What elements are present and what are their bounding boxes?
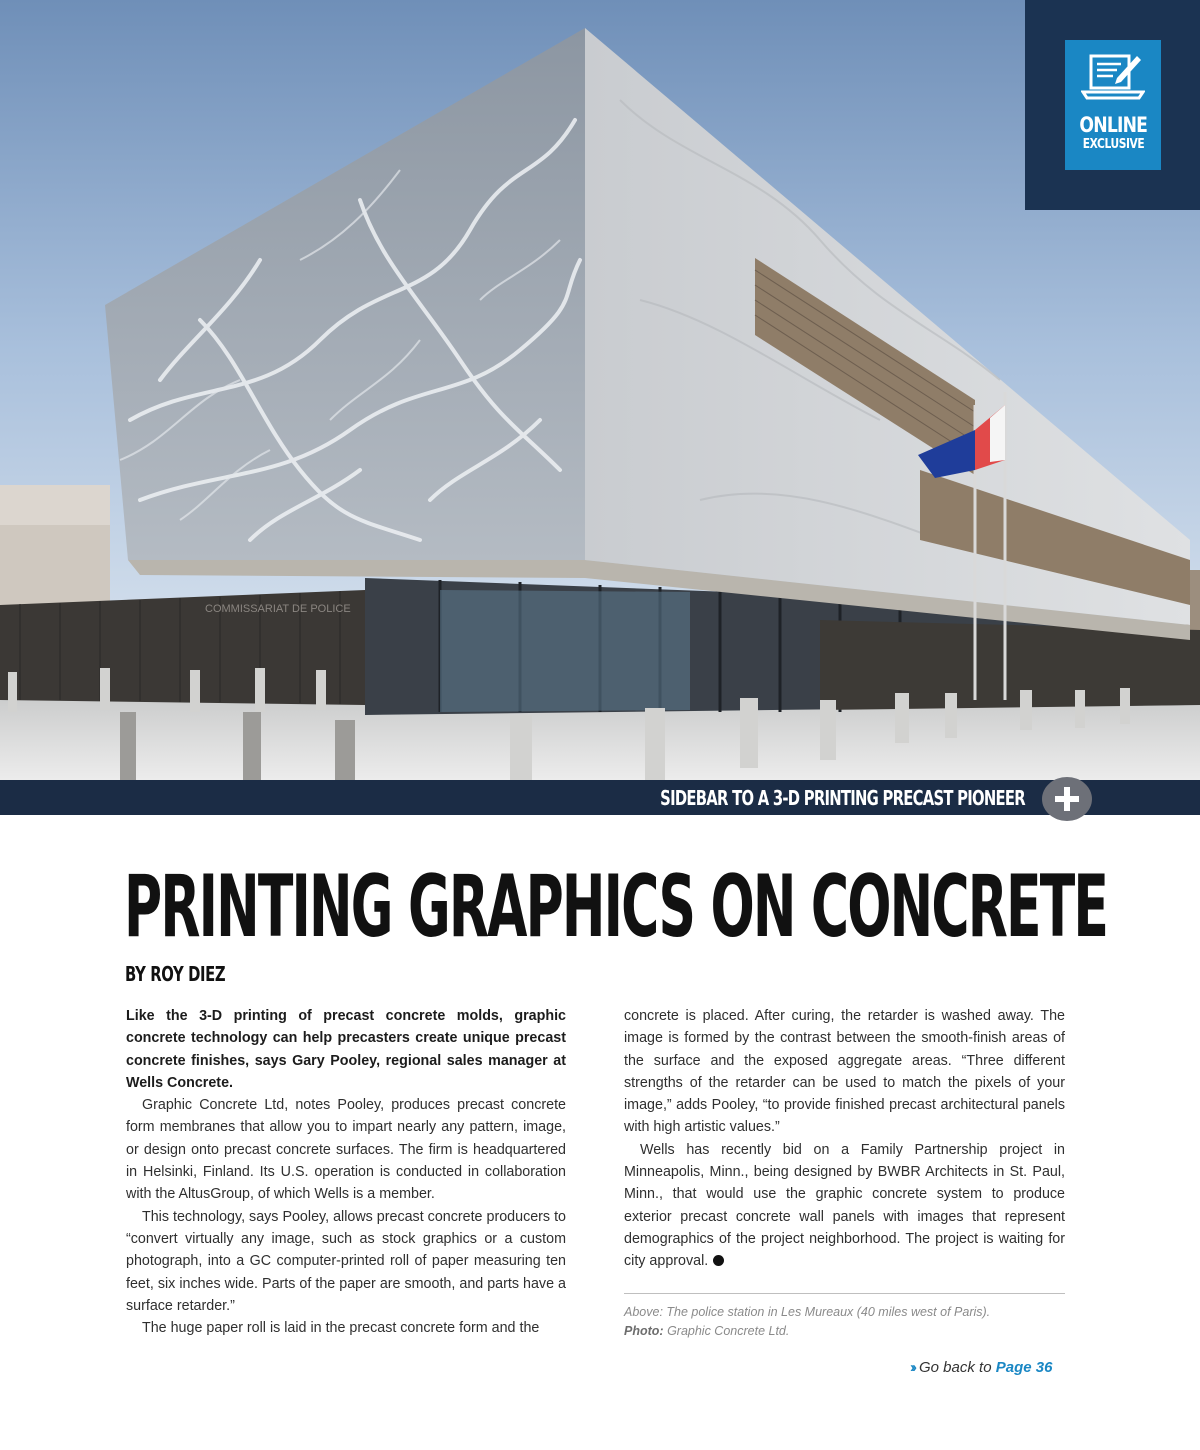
go-back-text: Go back to: [919, 1359, 992, 1376]
article-column-right: [624, 1005, 1065, 1273]
badge-line-exclusive: EXCLUSIVE: [1082, 137, 1144, 152]
article-byline: BY ROY DIEZ: [125, 962, 226, 986]
expand-plus-button[interactable]: [1042, 777, 1092, 821]
body-paragraph: concrete is placed. After curing, the retarder is washed away. The image is formed by the contrast between the smooth-finish areas of the surface and the exposed aggregate areas. “Three different strengths of the retarder can be used to match the pixels of your image,” adds Pooley, “to provide finished precast architectural panels with high artistic values.”: [624, 1008, 1065, 1136]
end-mark-icon: [713, 1255, 724, 1266]
article-column-left: [126, 1005, 566, 1339]
body-paragraph: Graphic Concrete Ltd, notes Pooley, produces precast concrete form membranes that allow you to impart nearly any pattern, image, or design onto precast concrete surfaces. The firm is headquartered in Helsinki, Finland. Its U.S. operation is conducted in collaboration with the AltusGroup, of which Wells is a member.: [126, 1097, 566, 1203]
go-back-page[interactable]: Page 36: [995, 1359, 1053, 1376]
laptop-document-icon: [1081, 50, 1145, 111]
body-paragraph: The huge paper roll is laid in the precast concrete form and the: [142, 1320, 540, 1337]
sidebar-label: SIDEBAR TO A 3-D PRINTING PRECAST PIONEER: [660, 786, 1025, 810]
lead-paragraph: Like the 3-D printing of precast concrete molds, graphic concrete technology can help precasters create unique precast concrete finishes, says Gary Pooley, regional sales manager at Wells Concrete.: [126, 1008, 566, 1091]
sidebar-banner: [0, 780, 1200, 815]
caption-photo-label: Photo:: [624, 1324, 664, 1338]
hero-sign-text: COMMISSARIAT DE POLICE: [205, 603, 351, 615]
body-paragraph: This technology, says Pooley, allows precast concrete producers to “convert virtually any image, such as stock graphics or a custom photograph, into a GC computer-printed roll of paper measuring ten feet, six inches wide. Parts of the paper are smooth, and parts have a surface retarder.”: [126, 1208, 566, 1314]
caption-divider: [624, 1293, 1065, 1294]
go-back-link[interactable]: [910, 1359, 1070, 1379]
plus-icon: [1054, 786, 1080, 812]
double-chevron-right-icon: ››: [910, 1359, 914, 1376]
badge-line-online: ONLINE: [1079, 113, 1147, 137]
online-exclusive-badge: [1065, 40, 1161, 170]
photo-caption: [624, 1303, 1065, 1341]
online-exclusive-panel: [1025, 0, 1200, 210]
body-paragraph-final: [624, 1139, 1065, 1273]
article-title: PRINTING GRAPHICS ON CONCRETE: [124, 857, 1108, 957]
caption-photo-credit: Graphic Concrete Ltd.: [667, 1324, 790, 1338]
final-paragraph-text: Wells has recently bid on a Family Partnership project in Minneapolis, Minn., being designed by BWBR Architects in St. Paul, Minn., that would use the graphic concrete system to produce exterior precast concrete wall panels with images that represent demographics of the project neighborhood. The project is waiting for city approval.: [624, 1141, 1065, 1270]
caption-text: Above: The police station in Les Mureaux (40 miles west of Paris).: [624, 1305, 991, 1319]
